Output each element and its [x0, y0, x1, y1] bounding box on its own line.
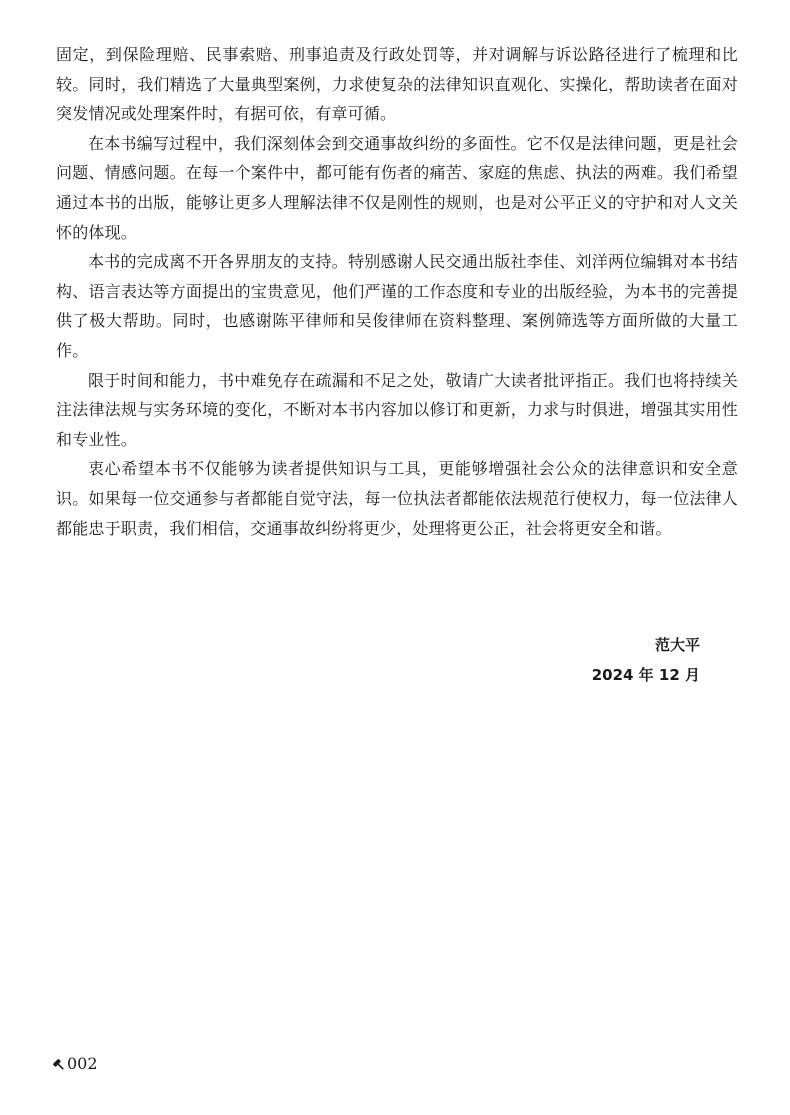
paragraph-2: 在本书编写过程中，我们深刻体会到交通事故纠纷的多面性。它不仅是法律问题，更是社会问题、情感问题。在每一个案件中，都可能有伤者的痛苦、家庭的焦虑、执法的两难。我们希望通过本书的出版，能够让更多人理解法律不仅是刚性的规则，也是对公平正义的守护和对人文关怀的体现。: [56, 133, 738, 242]
paragraph-5: 衷心希望本书不仅能够为读者提供知识与工具，更能够增强社会公众的法律意识和安全意识。如果每一位交通参与者都能自觉守法，每一位执法者都能依法规范行使权力，每一位法律人都能忠于职责，我们相信，交通事故纠纷将更少，处理将更公正，社会将更安全和谐。: [56, 459, 738, 538]
signature-date: 2024 年 12 月: [591, 666, 700, 684]
gavel-icon: [52, 1057, 66, 1071]
paragraph-3: 本书的完成离不开各界朋友的支持。特别感谢人民交通出版社李佳、刘洋两位编辑对本书结构、语言表达等方面提出的宝贵意见，他们严谨的工作态度和专业的出版经验，为本书的完善提供了极大帮助。同时，也感谢陈平律师和吴俊律师在资料整理、案例筛选等方面所做的大量工作。: [56, 252, 738, 360]
page-number: 002: [67, 1054, 98, 1073]
page-footer: [52, 1054, 98, 1073]
author-signature: 范大平: [654, 636, 700, 654]
paragraph-1: 固定，到保险理赔、民事索赔、刑事追责及行政处罚等，并对调解与诉讼路径进行了梳理和比较。同时，我们精选了大量典型案例，力求使复杂的法律知识直观化、实操化，帮助读者在面对突发情况或处理案件时，有据可依，有章可循。: [56, 45, 738, 124]
preface-body: [56, 40, 738, 543]
paragraph-4: 限于时间和能力，书中难免存在疏漏和不足之处，敬请广大读者批评指正。我们也将持续关注法律法规与实务环境的变化，不断对本书内容加以修订和更新，力求与时俱进，增强其实用性和专业性。: [56, 370, 738, 449]
